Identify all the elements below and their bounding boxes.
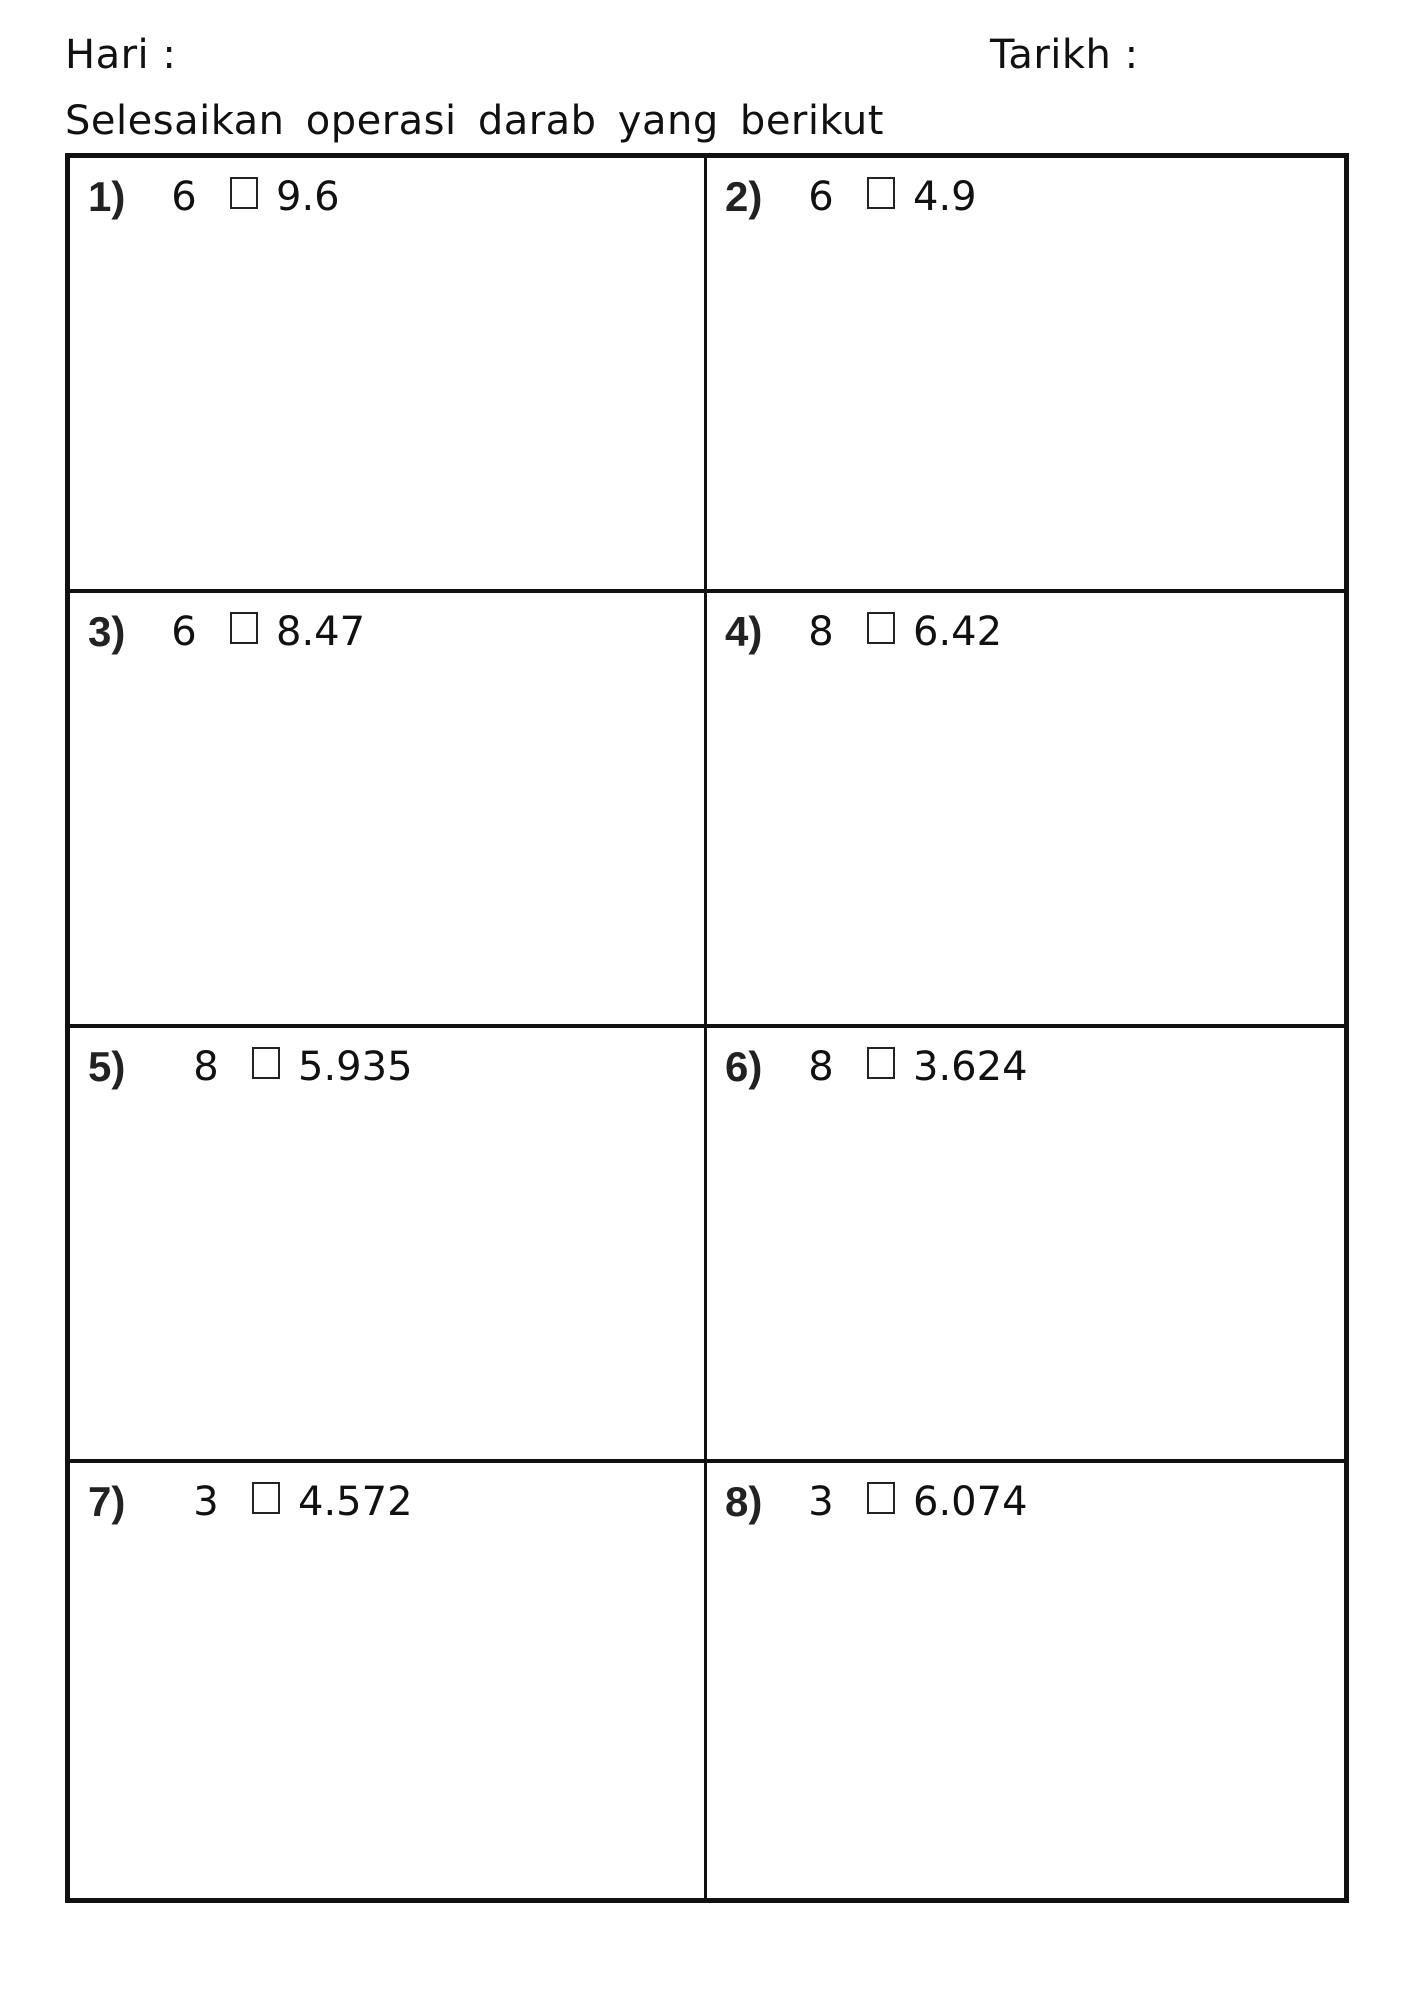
multiplicand: 5.935 — [298, 1044, 413, 1090]
multiplicand: 6.42 — [913, 609, 1003, 655]
problem-1 — [88, 173, 340, 220]
answer-cell-4[interactable] — [707, 593, 1344, 1028]
question-number: 1) — [88, 173, 126, 220]
multiplier: 6 — [171, 174, 197, 220]
question-number: 3) — [88, 608, 126, 655]
answer-cell-8[interactable] — [707, 1463, 1344, 1898]
multiplier: 6 — [808, 174, 834, 220]
multiplier: 6 — [171, 609, 197, 655]
multiplier: 8 — [808, 609, 834, 655]
answer-cell-3[interactable] — [70, 593, 707, 1028]
multiplier: 3 — [193, 1479, 219, 1525]
question-number: 8) — [725, 1478, 763, 1525]
answer-cell-2[interactable] — [707, 158, 1344, 593]
problem-8 — [725, 1478, 1028, 1525]
operator-box-icon — [230, 177, 258, 209]
problem-5 — [88, 1043, 413, 1090]
multiplicand: 4.572 — [298, 1479, 413, 1525]
problem-7 — [88, 1478, 413, 1525]
operator-box-icon — [230, 612, 258, 644]
question-number: 6) — [725, 1043, 763, 1090]
answer-cell-7[interactable] — [70, 1463, 707, 1898]
answer-cell-6[interactable] — [707, 1028, 1344, 1463]
operator-box-icon — [252, 1482, 280, 1514]
multiplicand: 8.47 — [276, 609, 366, 655]
question-number: 5) — [88, 1043, 126, 1090]
multiplier: 3 — [808, 1479, 834, 1525]
multiplier: 8 — [193, 1044, 219, 1090]
operator-box-icon — [867, 177, 895, 209]
day-label: Hari : — [65, 32, 177, 78]
question-number: 7) — [88, 1478, 126, 1525]
multiplicand: 3.624 — [913, 1044, 1028, 1090]
operator-box-icon — [867, 1482, 895, 1514]
problem-3 — [88, 608, 366, 655]
problem-4 — [725, 608, 1003, 655]
answer-cell-5[interactable] — [70, 1028, 707, 1463]
question-number: 4) — [725, 608, 763, 655]
question-number: 2) — [725, 173, 763, 220]
problem-6 — [725, 1043, 1028, 1090]
instructions-text: Selesaikan operasi darab yang berikut — [65, 98, 884, 144]
multiplier: 8 — [808, 1044, 834, 1090]
operator-box-icon — [867, 1047, 895, 1079]
multiplicand: 9.6 — [276, 174, 340, 220]
operator-box-icon — [867, 612, 895, 644]
problem-2 — [725, 173, 977, 220]
multiplicand: 6.074 — [913, 1479, 1028, 1525]
problem-grid — [65, 153, 1349, 1903]
date-label: Tarikh : — [990, 32, 1139, 78]
multiplicand: 4.9 — [913, 174, 977, 220]
operator-box-icon — [252, 1047, 280, 1079]
answer-cell-1[interactable] — [70, 158, 707, 593]
